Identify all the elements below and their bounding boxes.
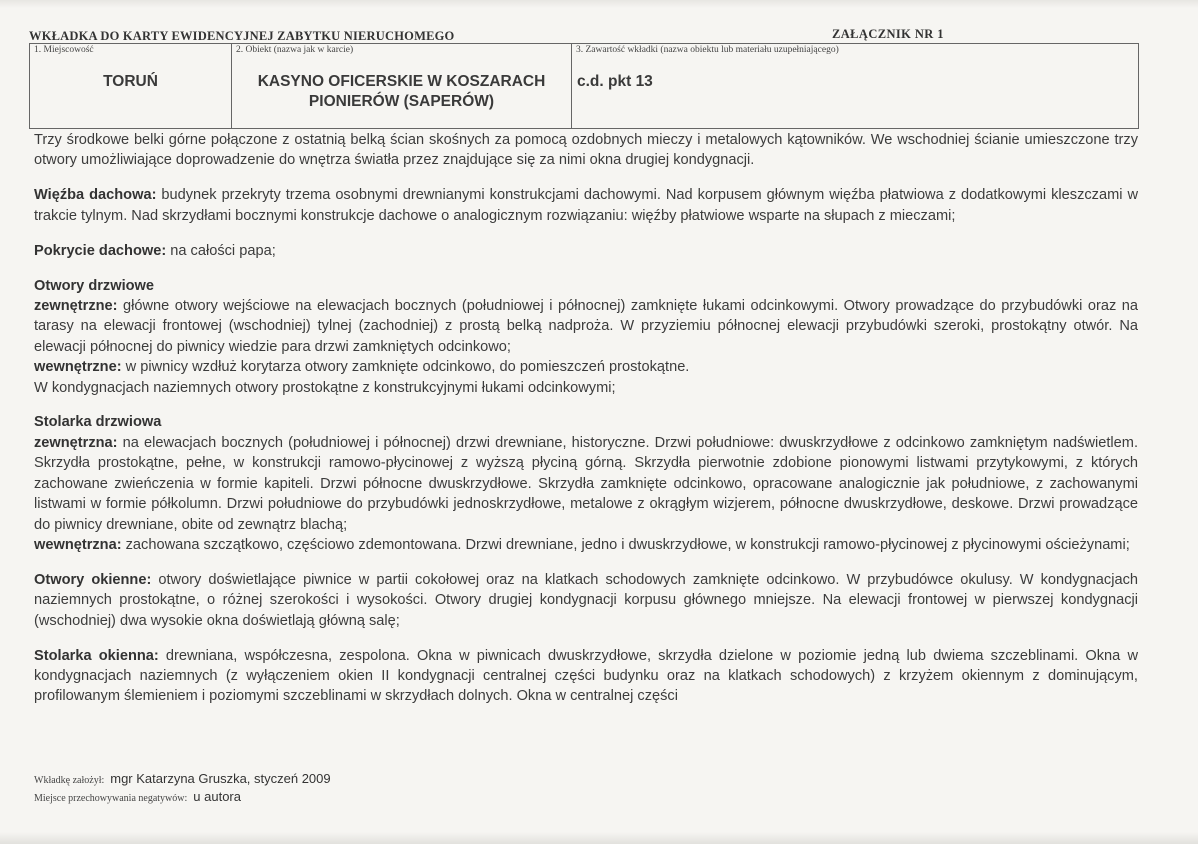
door-openings-external — [34, 296, 1138, 357]
cell-object-label: 2. Obiekt (nazwa jak w karcie) — [236, 45, 354, 55]
storage-value: u autora — [193, 789, 241, 804]
door-openings-ext-text: główne otwory wejściowe na elewacjach bocznych (południowej i północnej) zamknięte łukami odcinkowymi. Otwory prowadzące do przybudówki oraz na tarasy na elewacji frontowej (wschodniej) tylnej (zachodniej) z prostą belką nadproża. W przyziemiu północnej elewacji przybudówki szeroki, prostokątny otwór. Na elewacji północnej do piwnicy wiedzie para drzwi zamkniętych odcinkowo; — [34, 297, 1138, 355]
cell-locality-value: TORUŃ — [103, 73, 158, 90]
door-openings-int-label: wewnętrzne: — [34, 359, 122, 376]
window-openings-heading: Otwory okienne: — [34, 571, 152, 588]
roof-truss-heading: Więźba dachowa: — [34, 187, 157, 204]
roof-cover-text: na całości papa; — [166, 242, 276, 259]
door-openings-internal — [34, 357, 1138, 377]
door-openings-heading — [34, 276, 1138, 296]
door-joinery-int-label: wewnętrzna: — [34, 536, 122, 553]
door-joinery-internal — [34, 535, 1138, 555]
intro-paragraph: Trzy środkowe belki górne połączone z ostatnią belką ścian skośnych za pomocą ozdobnych mieczy i metalowych kątowników. We wschodniej ścianie umieszczone trzy otwory umożliwiające doprowadzenie do wnętrza światła przez znajdujące się za nimi okna drugiej kondygnacji. — [34, 132, 1138, 169]
roof-truss-paragraph — [34, 185, 1138, 226]
cell-contents — [572, 44, 1138, 128]
door-joinery-ext-label: zewnętrzna: — [34, 434, 118, 451]
document-body — [34, 130, 1138, 707]
author-label: Wkładkę założył: — [34, 775, 105, 786]
door-joinery-ext-text: na elewacjach bocznych (południowej i północnej) drzwi drewniane, historyczne. Drzwi południowe: dwuskrzydłowe z odcinkowo zamkniętym nadświetlem. Skrzydła prostokątne, pełne, w konstrukcji ramowo-płycinowej z wyższą płyciną górną. Skrzydła pierwotnie zdobione pionowymi listwami przytykowymi, z których zachowane zwieńczenia w formie kapiteli. Drzwi północne dwuskrzydłowe. Skrzydła zamknięte odcinkowo, opracowane analogicznie jak południowe, z zachowanymi listwami w formie półkolumn. Drzwi południowe do przybudówki jednoskrzydłowe, metalowe z okrągłym wizjerem, północne dwuskrzydłowe, deskowe. Drzwi prowadzące do piwnicy drewniane, obite od zewnątrz blachą; — [34, 434, 1138, 533]
door-joinery-heading-text: Stolarka drzwiowa — [34, 414, 162, 431]
window-joinery-heading: Stolarka okienna: — [34, 647, 159, 664]
roof-cover-heading: Pokrycie dachowe: — [34, 242, 167, 259]
author-line — [34, 771, 331, 786]
door-openings-ext-label: zewnętrzne: — [34, 297, 118, 314]
roof-cover-paragraph — [34, 241, 1138, 261]
cell-object — [232, 44, 572, 128]
cell-contents-label: 3. Zawartość wkładki (nazwa obiektu lub materiału uzupełniającego) — [576, 45, 839, 55]
window-joinery-paragraph — [34, 646, 1138, 707]
author-value: mgr Katarzyna Gruszka, styczeń 2009 — [110, 771, 331, 786]
window-openings-text: otwory doświetlające piwnice w partii cokołowej oraz na klatkach schodowych zamknięte odcinkowo. W przybudówce okulusy. W kondygnacjach naziemnych prostokątne, o różnej szerokości i wysokości. Otwory drugiej kondygnacji korpusu głównego mniejsze. Na elewacji frontowej w pierwszej kondygnacji (wschodniej) dwa wysokie okna doświetlają główną salę; — [34, 571, 1138, 629]
storage-label: Miejsce przechowywania negatywów: — [34, 793, 188, 804]
cell-locality-label: 1. Miejscowość — [34, 45, 94, 55]
annex-number: ZAŁĄCZNIK NR 1 — [832, 27, 944, 41]
door-openings-int-text: w piwnicy wzdłuż korytarza otwory zamknięte odcinkowo, do pomieszczeń prostokątne. — [121, 359, 690, 376]
roof-truss-text: budynek przekryty trzema osobnymi drewnianymi konstrukcjami dachowymi. Nad korpusem głównym więźba płatwiowa z dodatkowymi kleszczami w trakcie tylnym. Nad skrzydłami bocznymi konstrukcje dachowe o analogicznym rozwiązaniu: więźby płatwiowe wsparte na słupach z mieczami; — [34, 187, 1138, 224]
cell-object-value: KASYNO OFICERSKIE W KOSZARACH PIONIERÓW (SAPERÓW) — [257, 73, 546, 110]
cell-contents-value: c.d. pkt 13 — [577, 73, 653, 90]
storage-line — [34, 789, 241, 804]
door-joinery-heading — [34, 412, 1138, 432]
door-joinery-int-text: zachowana szczątkowo, częściowo zdemontowana. Drzwi drewniane, jedno i dwuskrzydłowe, w konstrukcji ramowo-płycinowej z płycinowymi ościeżynami; — [121, 536, 1130, 553]
door-openings-extra: W kondygnacjach naziemnych otwory prostokątne z konstrukcyjnymi łukami odcinkowymi; — [34, 379, 616, 396]
scan-edge-bottom — [0, 832, 1198, 844]
window-openings-paragraph — [34, 570, 1138, 631]
door-openings-heading-text: Otwory drzwiowe — [34, 277, 155, 294]
cell-locality — [30, 44, 232, 128]
door-joinery-external — [34, 433, 1138, 535]
window-joinery-text: drewniana, współczesna, zespolona. Okna w piwnicach dwuskrzydłowe, skrzydła dzielone w poziomie jedną lub dwiema szczeblinami. Okna w kondygnacjach naziemnych (z wyłączeniem okien II kondygnacji centralnej części budynku oraz na klatkach schodowych) z krzyżem okiennym z dominującym, profilowanym ślemieniem i poziomymi szczeblinami w skrzydłach dolnych. Okna w centralnej części — [34, 647, 1138, 705]
scan-edge-top — [0, 0, 1198, 8]
header-table — [29, 43, 1139, 129]
form-title: WKŁADKA DO KARTY EWIDENCYJNEJ ZABYTKU NIERUCHOMEGO — [29, 29, 455, 43]
